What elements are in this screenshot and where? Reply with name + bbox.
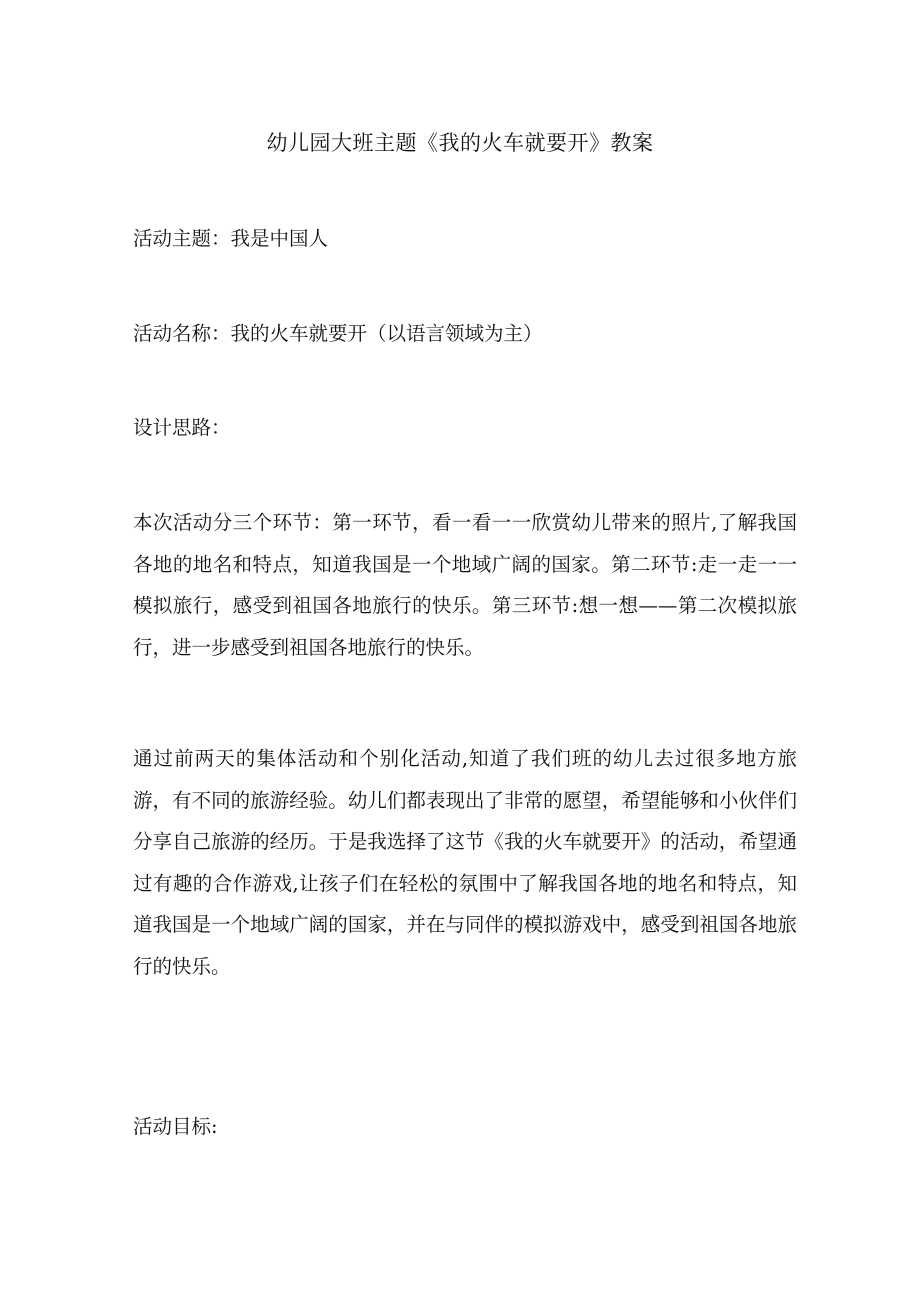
activity-goals-heading: 活动目标:	[133, 1115, 218, 1138]
design-idea-paragraph-2: 通过前两天的集体活动和个别化活动,知道了我们班的幼儿去过很多地方旅游，有不同的旅游经验。幼儿们都表现出了非常的愿望，希望能够和小伙伴们分享自己旅游的经历。于是我选择了这节《我的火车就要开》的活动，希望通过有趣的合作游戏,让孩子们在轻松的氛围中了解我国各地的地名和特点，知道我国是一个地域广阔的国家，并在与同伴的模拟游戏中，感受到祖国各地旅行的快乐。	[133, 747, 797, 978]
activity-theme: 活动主题：我是中国人	[133, 227, 329, 250]
design-idea-heading: 设计思路：	[133, 416, 231, 439]
activity-name: 活动名称：我的火车就要开（以语言领域为主）	[133, 322, 543, 345]
design-idea-paragraph-1: 本次活动分三个环节：第一环节，看一看一一欣赏幼儿带来的照片,了解我国各地的地名和特点，知道我国是一个地域广阔的国家。第二环节:走一走一一模拟旅行，感受到祖国各地旅行的快乐。第三环节:想一想——第二次模拟旅行，进一步感受到祖国各地旅行的快乐。	[133, 511, 797, 659]
document-title: 幼儿园大班主题《我的火车就要开》教案	[266, 131, 654, 155]
